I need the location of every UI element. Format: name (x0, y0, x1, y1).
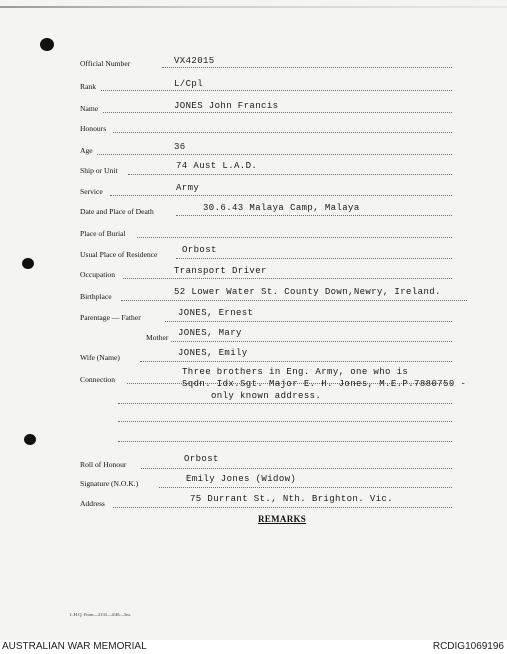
scan-edge (0, 6, 507, 8)
field-label-date-place-of-death: Date and Place of Death (80, 207, 154, 216)
field-value-service: Army (176, 183, 200, 193)
dotted-line (137, 237, 452, 238)
field-label-father: Parentage — Father (80, 313, 141, 322)
dotted-line (140, 361, 452, 362)
field-value-ship-or-unit: 74 Aust L.A.D. (176, 161, 258, 171)
dotted-line (121, 300, 467, 301)
dotted-line (118, 441, 452, 442)
dotted-line (176, 215, 452, 216)
field-label-birthplace: Birthplace (80, 292, 112, 301)
field-value-mother: JONES, Mary (178, 328, 242, 338)
field-label-address: Address (80, 499, 105, 508)
dotted-line (118, 403, 452, 404)
dotted-line (171, 341, 452, 342)
footer-record-id: RCDIG1069196 (432, 641, 504, 652)
dotted-line (176, 258, 452, 259)
field-label-name: Name (80, 104, 99, 113)
field-value-rank: L/Cpl (174, 79, 204, 89)
field-label-age: Age (80, 146, 93, 155)
field-value-father: JONES, Ernest (178, 308, 254, 318)
footer-institution: AUSTRALIAN WAR MEMORIAL (2, 641, 147, 652)
footer-bar (0, 640, 507, 654)
dotted-line (128, 174, 452, 175)
dotted-line (159, 487, 452, 488)
dotted-line (162, 67, 452, 68)
dotted-line (97, 154, 452, 155)
dotted-line (113, 132, 452, 133)
punch-hole (40, 38, 54, 51)
field-value-connection-line-3: only known address. (211, 391, 322, 401)
field-value-usual-residence: Orbost (182, 245, 217, 255)
field-label-service: Service (80, 187, 103, 196)
field-label-occupation: Occupation (80, 270, 116, 279)
field-label-official-number: Official Number (80, 59, 131, 68)
punch-hole (22, 258, 34, 269)
dotted-line (110, 195, 452, 196)
punch-hole (24, 434, 36, 445)
field-label-connection: Connection (80, 375, 116, 384)
dotted-line (103, 112, 452, 113)
field-label-usual-residence: Usual Place of Residence (80, 250, 158, 259)
form-number: L.H.Q. Form—2133—4/46—5m. (70, 612, 131, 617)
field-label-roll-of-honour: Roll of Honour (80, 460, 127, 469)
dotted-line (113, 507, 452, 508)
dotted-line (123, 278, 452, 279)
field-value-name: JONES John Francis (174, 101, 279, 111)
remarks-heading: REMARKS (258, 514, 307, 524)
field-value-age: 36 (174, 142, 186, 152)
field-value-signature: Emily Jones (Widow) (186, 474, 297, 484)
field-label-wife: Wife (Name) (80, 353, 120, 362)
field-value-connection-line-2: Sqdn. Idx.Sgt. Major E. H. Jones, M.E.P.7880759 - (182, 379, 467, 389)
field-value-roll-of-honour: Orbost (184, 454, 219, 464)
field-label-place-of-burial: Place of Burial (80, 229, 126, 238)
dotted-line (165, 321, 452, 322)
field-value-date-place-of-death: 30.6.43 Malaya Camp, Malaya (203, 203, 360, 213)
field-value-birthplace: 52 Lower Water St. County Down,Newry, Ireland. (174, 287, 441, 297)
field-value-wife: JONES, Emily (178, 348, 248, 358)
field-value-official-number: VX42015 (174, 56, 215, 66)
dotted-line (118, 421, 452, 422)
field-value-connection-line-1: Three brothers in Eng. Army, one who is (182, 367, 409, 377)
field-value-address: 75 Durrant St., Nth. Brighton. Vic. (190, 494, 394, 504)
dotted-line (101, 90, 452, 91)
field-label-signature: Signature (N.O.K.) (80, 479, 139, 488)
field-label-rank: Rank (80, 82, 97, 91)
field-value-occupation: Transport Driver (174, 266, 267, 276)
field-label-mother: Mother (146, 333, 169, 342)
field-label-ship-or-unit: Ship or Unit (80, 166, 118, 175)
field-label-honours: Honours (80, 124, 107, 133)
dotted-line (141, 468, 452, 469)
